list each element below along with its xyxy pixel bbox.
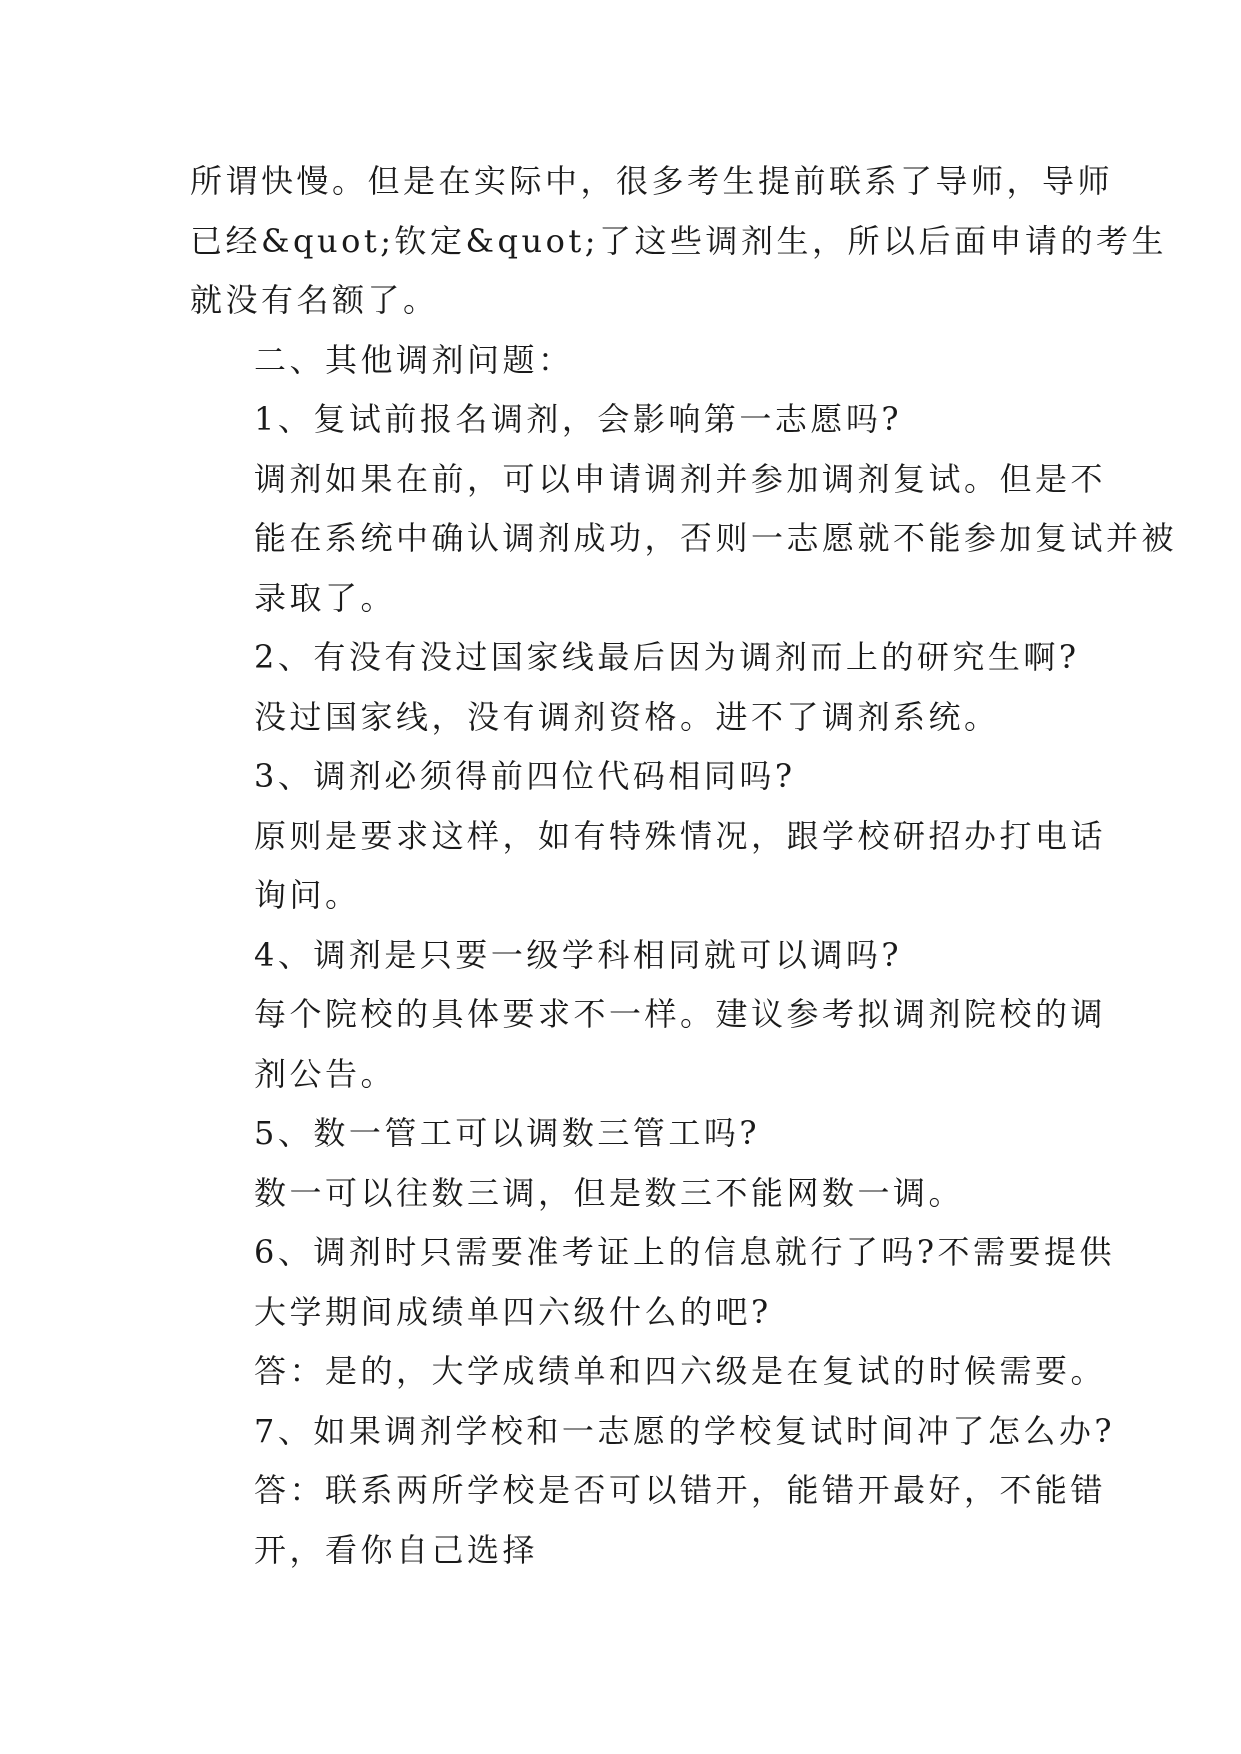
text-line: 1、复试前报名调剂，会影响第一志愿吗? [254,400,903,438]
question-3 [190,747,1056,807]
text-line: 开，看你自己选择 [254,1530,539,1569]
text-line: 答：联系两所学校是否可以错开，能错开最好，不能错 [254,1471,1107,1509]
text-line: 录取了。 [254,578,397,617]
text-line: 能在系统中确认调剂成功，否则一志愿就不能参加复试并被 [254,519,1178,557]
question-6 [190,1223,1116,1342]
text-line: 6、调剂时只需要准考证上的信息就行了吗?不需要提供 [254,1233,1116,1271]
answer-3 [190,807,1107,926]
answer-1 [190,450,1178,629]
text-line: 就没有名额了。 [190,281,439,319]
text-line: 7、如果调剂学校和一志愿的学校复试时间冲了怎么办? [254,1411,1116,1450]
section-heading [190,331,1056,391]
text-line: 没过国家线，没有调剂资格。进不了调剂系统。 [254,697,1000,736]
text-line: 4、调剂是只要一级学科相同就可以调吗? [254,935,903,974]
text-line: 询问。 [254,876,361,914]
question-2 [190,628,1080,688]
text-line: 3、调剂必须得前四位代码相同吗? [254,757,796,795]
answer-7 [190,1461,1107,1580]
answer-4 [190,985,1107,1104]
text-line: 二、其他调剂问题： [254,340,574,379]
text-line: 2、有没有没过国家线最后因为调剂而上的研究生啊? [254,638,1080,676]
question-4 [190,926,1056,986]
question-7 [190,1402,1116,1462]
document-body [190,152,1178,1580]
question-1 [190,390,1056,450]
text-line: 每个院校的具体要求不一样。建议参考拟调剂院校的调 [254,995,1107,1033]
text-line: 调剂如果在前，可以申请调剂并参加调剂复试。但是不 [254,459,1107,498]
text-line: 答：是的，大学成绩单和四六级是在复试的时候需要。 [254,1352,1107,1390]
text-line: 5、数一管工可以调数三管工吗? [254,1114,761,1152]
text-line: 剂公告。 [254,1054,397,1093]
text-line: 原则是要求这样，如有特殊情况，跟学校研招办打电话 [254,816,1107,855]
answer-6 [190,1342,1107,1402]
answer-2 [190,688,1056,748]
text-line: 已经&quot;钦定&quot;了这些调剂生，所以后面申请的考生 [190,221,1167,260]
answer-5 [190,1164,1056,1224]
text-line: 数一可以往数三调，但是数三不能网数一调。 [254,1173,965,1212]
text-line: 所谓快慢。但是在实际中，很多考生提前联系了导师，导师 [190,162,1114,200]
text-line: 大学期间成绩单四六级什么的吧? [254,1292,772,1331]
paragraph-intro [190,152,1167,331]
question-5 [190,1104,1056,1164]
